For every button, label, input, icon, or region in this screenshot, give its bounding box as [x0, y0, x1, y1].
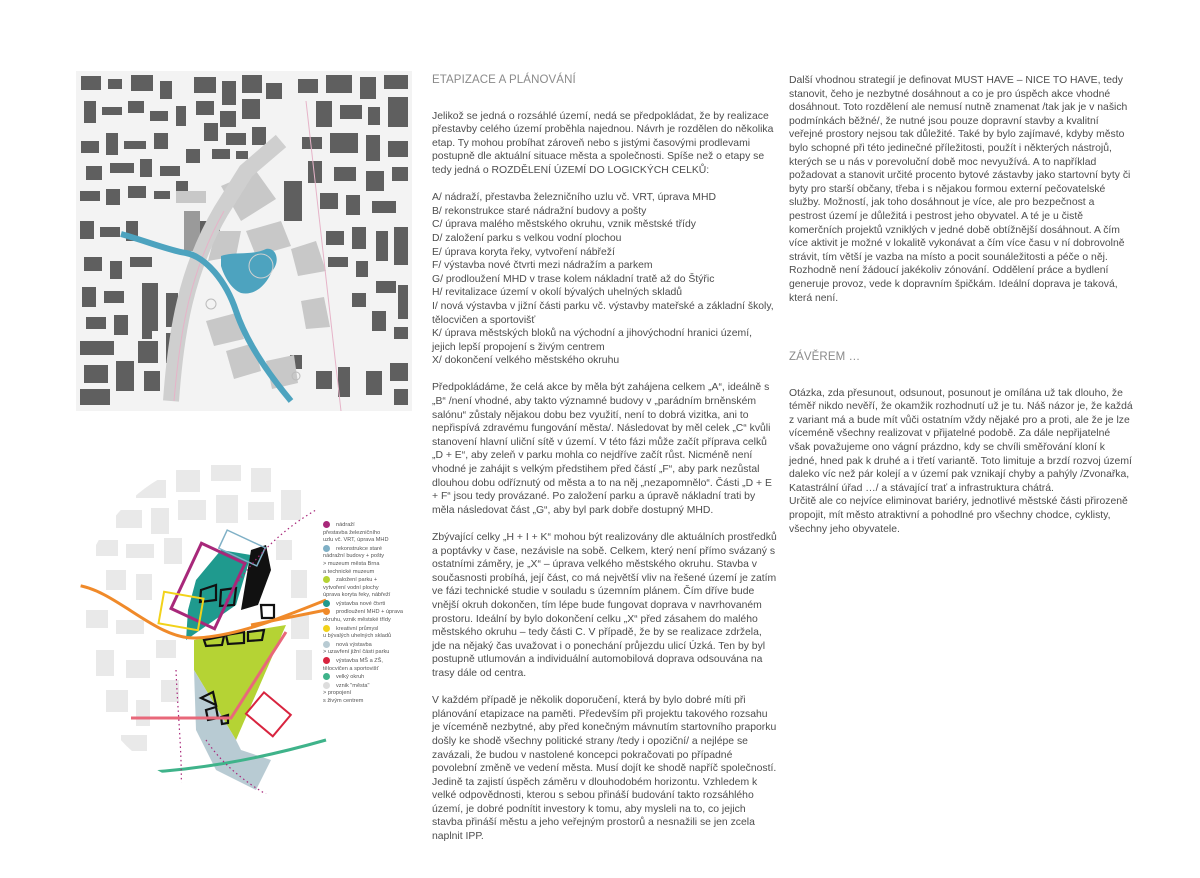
- legend-label: nová výstavba: [336, 641, 372, 648]
- paragraph-conclusion: Otázka, zda přesunout, odsunout, posunout je omílána už tak dlouho, že téměř nikdo nevěří, že okamžik rozhodnutí už je tu. Náš názor je, že každá z variant má a bude mít vůči ostatním vždy nějaké pro a proti, ale že je lze víceméně všechny realizovat v přijatelné podobě. Za dále nepřijatelné však považujeme ono vágní prázdno, kdy se chvíli směřování kloní k jedné, hned pak k druhé a i třetí variantě. Toto limituje a brzdí rozvoj území daleko víc než pár kolejí a v území pak vznikají chyby a pahýly /Zvonařka, Katastrální úřad …/ a stávající trať a infrastruktura chátrá.: [789, 387, 1133, 494]
- legend-label: přestavba železničního: [323, 529, 381, 536]
- legend-item: [323, 657, 418, 673]
- phase-item: X/ dokončení velkého městského okruhu: [432, 355, 620, 367]
- legend-swatch-icon: [323, 576, 330, 583]
- legend-label: u bývalých uhelných skladů: [323, 633, 392, 640]
- phase-item: D/ založení parku s velkou vodní plochou: [432, 232, 622, 244]
- phase-item: I/ nová výstavba v jižní části parku vč. výstavby mateřské a základní školy, tělocvičen a sportovišť: [432, 300, 774, 326]
- legend-item: [323, 641, 418, 657]
- legend-label: > muzeum města Brna: [323, 560, 380, 567]
- paragraph-must-have: Další vhodnou strategií je definovat MUST HAVE – NICE TO HAVE, tedy stanovit, čeho je nezbytné dosáhnout a co je pro úspěch akce vhodné dosáhnout. Toto rozdělení ale nemusí nutně znamenat /tak jak je v našich podmínkách běžné/, že nutné jsou pouze dopravní stavby a kvalitní veřejné prostory nejsou tak důležité. Také by bylo zajímavé, kdyby město bylo schopné při této jedinečné příležitosti, použít i některých nástrojů, kterých se u nás v porevoluční době moc nevyužívá. A to například požadovat a stanovit určité procento bytové zástavby jako startovní byty či byty pro starší občany, třeba i s nějakou formou externí pečovatelské služby. Možností, jak toho dosáhnout je více, ale pro bezpečnost a pestrost území je důležitá i pestrost jeho obyvatel. A té je u čistě komerčních projektů vzniklých v jedné době obtížnější dosáhnout. A čím více aktivit je možné v lokalitě vykonávat a čím více času v ní dobrovolně strávit, tím větší je vazba na místo a pocit sounáležitosti a péče o něj. Rozhodně není žádoucí jakékoliv zónování. Oddělení práce a bydlení generuje provoz, vede k dopravním špičkám. Ideální doprava je taková, která není.: [789, 75, 1131, 304]
- phase-item: F/ výstavba nové čtvrti mezi nádražím a parkem: [432, 260, 653, 272]
- section-heading-etapizace: ETAPIZACE A PLÁNOVÁNÍ: [432, 74, 576, 86]
- legend-item: [323, 576, 418, 600]
- legend-item: [323, 600, 418, 609]
- phase-item: C/ úprava malého městského okruhu, vznik městské třídy: [432, 219, 696, 231]
- paragraph-recommendations: V každém případě je několik doporučení, která by bylo dobré míti při plánování etapizace na paměti. Především při projektu takového rozsahu je víceméně nezbytné, aby před konečným mávnutím startovního praporku došly ke shodě všechny politické strany /tedy i opoziční/ a nejlépe se zavázali, že budou v nastolené koncepci pokračovati po případné povolební změně ve vedení města. Musí dojít ke shodě napříč společností. Jedině ta zajistí úspěch záměru v dlouhodobém horizontu. Vzhledem k velké odpovědnosti, kterou s sebou přináší budování takto rozsáhlého území, je dobré podnítit investory k tomu, aby mysleli na to, co jejich stavba přináší městu a jeho veřejným prostorů a nesnažili se jen zcela naplnit IPP.: [432, 695, 777, 843]
- legend-label: výstavba MŠ a ZŠ,: [336, 657, 383, 664]
- legend-label: nádraží: [336, 521, 355, 528]
- legend-swatch-icon: [323, 625, 330, 632]
- legend-label: kreativní průmysl: [336, 625, 379, 632]
- urban-plan-map: [76, 71, 412, 411]
- legend-item: [323, 608, 418, 624]
- legend-item: [323, 682, 418, 706]
- legend-label: uzlu vč. VRT, úprava MHD: [323, 537, 389, 544]
- legend-label: s živým centrem: [323, 697, 364, 704]
- legend-label: vznik "města": [336, 682, 370, 689]
- phase-item: K/ úprava městských bloků na východní a jihovýchodní hranici území, jejich lepší propojení s živým centrem: [432, 328, 752, 353]
- legend-label: > uzavření jižní části parku: [323, 649, 390, 656]
- legend-label: a technické muzeum: [323, 568, 375, 575]
- phase-item: H/ revitalizace území v okolí bývalých uhelných skladů: [432, 287, 683, 299]
- intro-paragraph: Jelikož se jedná o rozsáhlé území, nedá se předpokládat, že by realizace přestavby celého území proběhla najednou. Návrh je rozdělen do několika etap. Ty mohou probíhat zároveň nebo s jistými časovými prodlevami postupně dle aktuální situace města a společnosti. Spíše než o etapy se tedy jedná o ROZDĚLENÍ ÚZEMÍ DO LOGICKÝCH CELKŮ:: [432, 110, 774, 176]
- section-heading-zaverem: ZÁVĚREM …: [789, 351, 861, 364]
- phase-item: A/ nádraží, přestavba železničního uzlu vč. VRT, úprava MHD: [432, 192, 716, 204]
- legend-item: [323, 673, 418, 682]
- legend-label: > propojení: [323, 690, 352, 697]
- phase-item: G/ prodloužení MHD v trase kolem nákladní tratě až do Štýřic: [432, 273, 715, 285]
- legend-swatch-icon: [323, 673, 330, 680]
- legend-label: tělocvičen a sportovišť: [323, 665, 379, 672]
- phase-list: [432, 191, 777, 368]
- legend-label: úprava koryta řeky, nábřeží: [323, 592, 391, 599]
- legend-swatch-icon: [323, 682, 330, 689]
- legend-label: velký okruh: [336, 674, 365, 681]
- legend-label: rekonstrukce staré: [336, 545, 383, 552]
- legend-label: nádražní budovy + pošty: [323, 553, 385, 560]
- paragraph-remaining-units: Zbývající celky „H + I + K“ mohou být realizovány dle aktuálních prostředků a poptávky v čase, nezávisle na sobě. Celkem, který není přímo svázaný s ostatními záměry, je „X“ – úprava velkého městského okruhu. Stavba v současnosti probíhá, její část, co má největší vliv na řešené území je zatím ve fázi technické studie v souladu s územním plánem. Čím dříve bude vnější okruh dokončen, tím lépe bude fungovat doprava v navrhovaném prostoru. Ideální by bylo dokončení celku „X“ před zásahem do malého městského okruhu – tedy části C. V případě, že by se realizace zdržela, jde na nějaký čas uvažovat i o ponechání průjezdu ulicí Úzká. Ten by byl postupně utlumován a individuální automobilová doprava odsouvána na trasy dále od centra.: [432, 532, 777, 679]
- legend-swatch-icon: [323, 608, 330, 615]
- paragraph-sequence: Předpokládáme, že celá akce by měla být zahájena celkem „A“, ideálně s „B“ /není vhodné, aby takto významné budovy v „parádním brněnském salónu“ zůstaly nějakou dobu bez využití, není to dobrá vizitka, ani to nepřispívá zdravému fungování města/. Následovat by měl celek „C“ kvůli stanovení hlavní uliční sítě v území. V této fázi může začít příprava celků „D + E“, aby zeleň v parku mohla co nejdříve začít růst. Nicméně není vhodné je zahájit s velkým předstihem před částí „F“, aby park nezůstal dlouhou dobu odříznutý od města a to na něj „nezapomnělo“. Části „D + E + F“ jsou tedy provázané. Po založení parku a úpravě nákladní trati by měla následovat část „G“, aby byl park dobře dostupný MHD.: [432, 382, 772, 516]
- column-etapizace: [432, 74, 777, 857]
- legend-swatch-icon: [323, 600, 330, 607]
- legend-item: [323, 521, 418, 545]
- legend-label: prodloužení MHD + úprava: [336, 609, 404, 616]
- urban-plan-drawing: [76, 71, 412, 411]
- legend-swatch-icon: [323, 641, 330, 648]
- legend-item: [323, 545, 418, 576]
- legend-item: [323, 625, 418, 641]
- legend-swatch-icon: [323, 545, 330, 552]
- legend-label: výstavba nové čtvrti: [336, 600, 386, 607]
- phase-item: B/ rekonstrukce staré nádražní budovy a pošty: [432, 205, 647, 217]
- phase-item: E/ úprava koryta řeky, vytvoření nábřeží: [432, 246, 615, 258]
- legend-swatch-icon: [323, 657, 330, 664]
- map-legend: [323, 521, 418, 706]
- paragraph-conclusion-end: Určitě ale co nejvíce eliminovat bariéry, jednotlivé městské části přirozeně propojit, mít město atraktivní a pohodlné pro všechny chodce, cyklisty, všechny jeho obyvatele.: [789, 496, 1128, 535]
- legend-swatch-icon: [323, 521, 330, 528]
- legend-label: vytvoření vodní plochy: [323, 584, 379, 591]
- column-strategy: [789, 74, 1134, 550]
- legend-label: okruhu, vznik městské třídy: [323, 617, 391, 624]
- legend-label: založení parku +: [336, 577, 378, 584]
